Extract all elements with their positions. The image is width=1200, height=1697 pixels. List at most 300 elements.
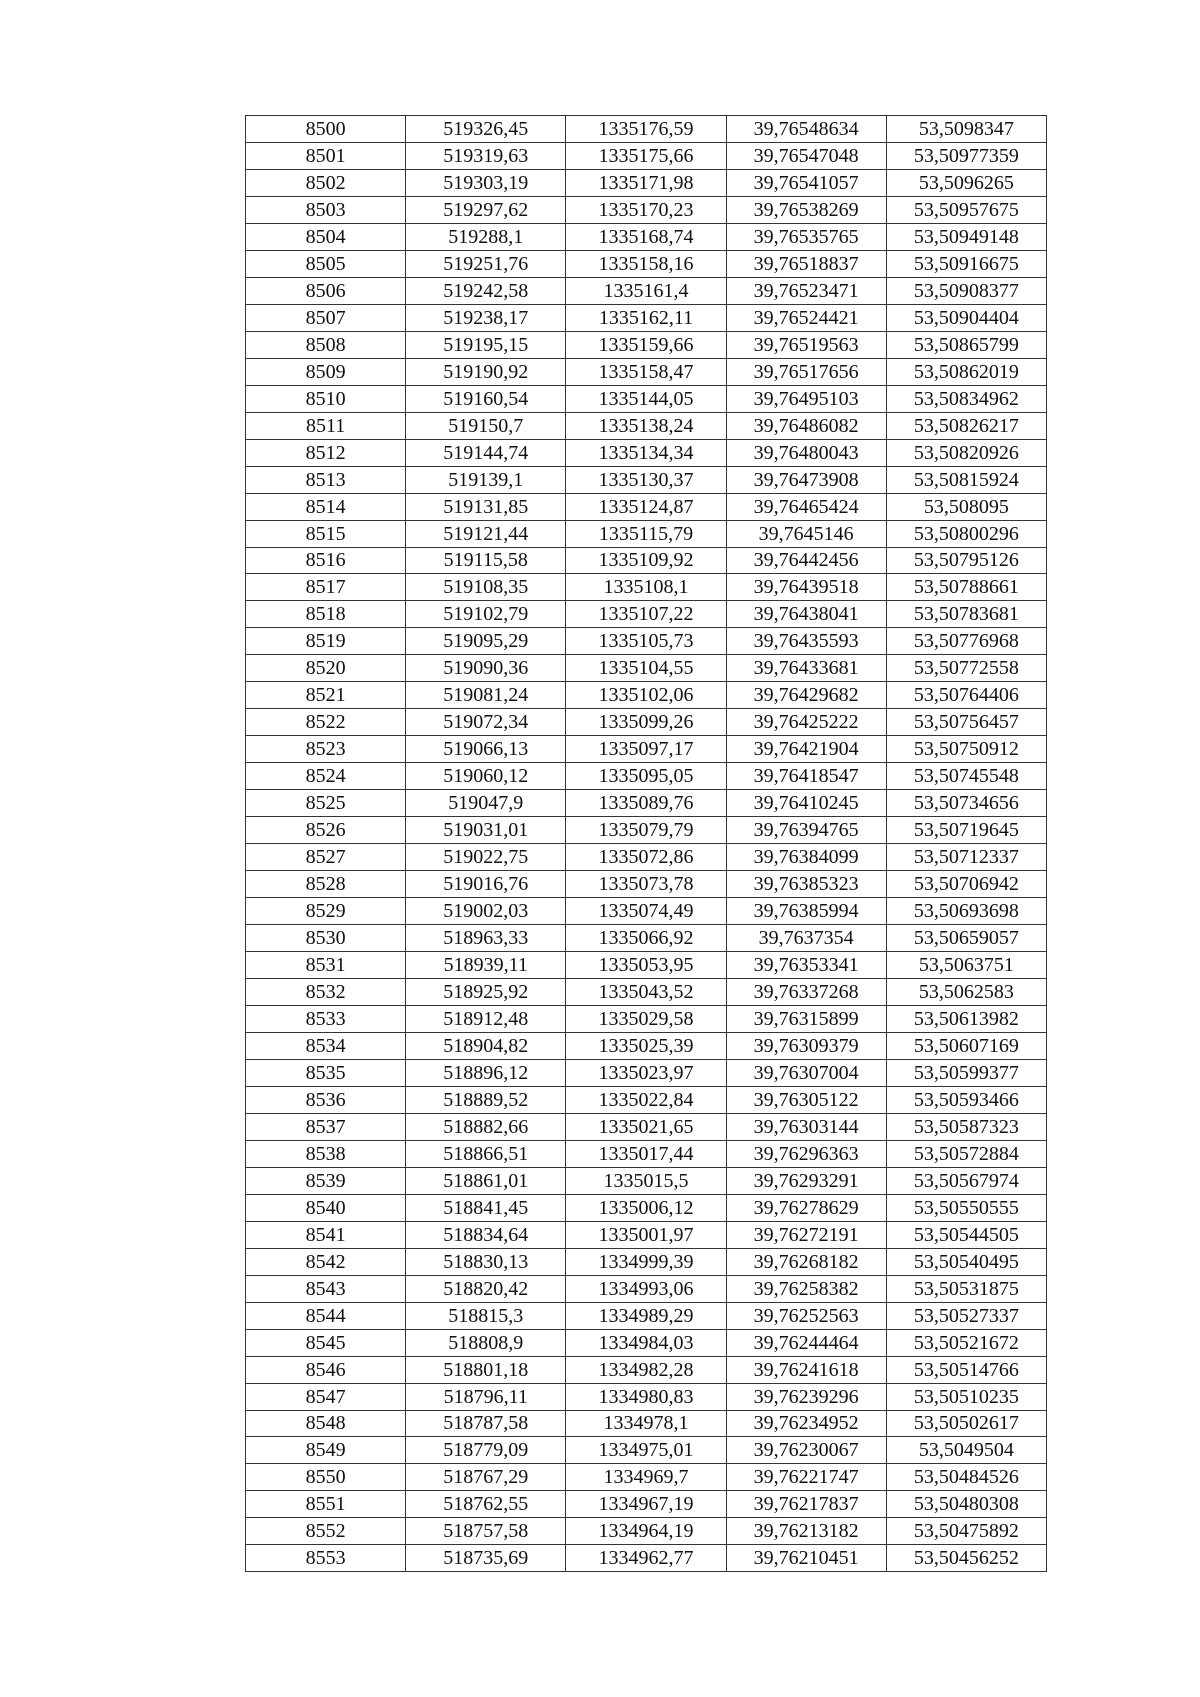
x-coordinate-cell: 519303,19 <box>406 169 566 196</box>
longitude-cell: 39,76439518 <box>726 574 886 601</box>
y-coordinate-cell: 1335130,37 <box>566 466 726 493</box>
longitude-cell: 39,76217837 <box>726 1491 886 1518</box>
latitude-cell: 53,50712337 <box>886 844 1046 871</box>
point-number-cell: 8508 <box>246 331 406 358</box>
x-coordinate-cell: 518841,45 <box>406 1194 566 1221</box>
y-coordinate-cell: 1334999,39 <box>566 1248 726 1275</box>
point-number-cell: 8547 <box>246 1383 406 1410</box>
table-row <box>246 1356 1047 1383</box>
longitude-cell: 39,76241618 <box>726 1356 886 1383</box>
point-number-cell: 8541 <box>246 1221 406 1248</box>
longitude-cell: 39,76429682 <box>726 682 886 709</box>
y-coordinate-cell: 1334993,06 <box>566 1275 726 1302</box>
latitude-cell: 53,50693698 <box>886 898 1046 925</box>
x-coordinate-cell: 518904,82 <box>406 1032 566 1059</box>
longitude-cell: 39,76305122 <box>726 1086 886 1113</box>
latitude-cell: 53,50550555 <box>886 1194 1046 1221</box>
coordinates-table <box>245 115 1047 1572</box>
longitude-cell: 39,76384099 <box>726 844 886 871</box>
point-number-cell: 8518 <box>246 601 406 628</box>
point-number-cell: 8516 <box>246 547 406 574</box>
point-number-cell: 8533 <box>246 1005 406 1032</box>
longitude-cell: 39,76524421 <box>726 304 886 331</box>
point-number-cell: 8528 <box>246 871 406 898</box>
latitude-cell: 53,50719645 <box>886 817 1046 844</box>
longitude-cell: 39,76410245 <box>726 790 886 817</box>
x-coordinate-cell: 518815,3 <box>406 1302 566 1329</box>
point-number-cell: 8545 <box>246 1329 406 1356</box>
x-coordinate-cell: 519195,15 <box>406 331 566 358</box>
point-number-cell: 8536 <box>246 1086 406 1113</box>
latitude-cell: 53,508095 <box>886 493 1046 520</box>
x-coordinate-cell: 519251,76 <box>406 250 566 277</box>
longitude-cell: 39,76296363 <box>726 1140 886 1167</box>
latitude-cell: 53,50756457 <box>886 709 1046 736</box>
x-coordinate-cell: 518939,11 <box>406 952 566 979</box>
x-coordinate-cell: 519288,1 <box>406 223 566 250</box>
point-number-cell: 8542 <box>246 1248 406 1275</box>
table-row <box>246 1329 1047 1356</box>
latitude-cell: 53,50865799 <box>886 331 1046 358</box>
longitude-cell: 39,76234952 <box>726 1410 886 1437</box>
table-row <box>246 628 1047 655</box>
point-number-cell: 8531 <box>246 952 406 979</box>
x-coordinate-cell: 519242,58 <box>406 277 566 304</box>
y-coordinate-cell: 1335138,24 <box>566 412 726 439</box>
table-row <box>246 844 1047 871</box>
longitude-cell: 39,76213182 <box>726 1518 886 1545</box>
point-number-cell: 8527 <box>246 844 406 871</box>
x-coordinate-cell: 519121,44 <box>406 520 566 547</box>
y-coordinate-cell: 1335108,1 <box>566 574 726 601</box>
point-number-cell: 8539 <box>246 1167 406 1194</box>
table-row <box>246 709 1047 736</box>
y-coordinate-cell: 1335072,86 <box>566 844 726 871</box>
longitude-cell: 39,76303144 <box>726 1113 886 1140</box>
table-row <box>246 655 1047 682</box>
y-coordinate-cell: 1335158,16 <box>566 250 726 277</box>
x-coordinate-cell: 518912,48 <box>406 1005 566 1032</box>
point-number-cell: 8522 <box>246 709 406 736</box>
point-number-cell: 8512 <box>246 439 406 466</box>
latitude-cell: 53,50599377 <box>886 1059 1046 1086</box>
point-number-cell: 8523 <box>246 736 406 763</box>
table-row <box>246 1302 1047 1329</box>
longitude-cell: 39,76473908 <box>726 466 886 493</box>
latitude-cell: 53,50593466 <box>886 1086 1046 1113</box>
x-coordinate-cell: 518787,58 <box>406 1410 566 1437</box>
longitude-cell: 39,76418547 <box>726 763 886 790</box>
latitude-cell: 53,50521672 <box>886 1329 1046 1356</box>
table-row <box>246 1086 1047 1113</box>
y-coordinate-cell: 1335115,79 <box>566 520 726 547</box>
y-coordinate-cell: 1335066,92 <box>566 925 726 952</box>
y-coordinate-cell: 1335175,66 <box>566 142 726 169</box>
longitude-cell: 39,76385994 <box>726 898 886 925</box>
x-coordinate-cell: 518963,33 <box>406 925 566 952</box>
point-number-cell: 8514 <box>246 493 406 520</box>
x-coordinate-cell: 518866,51 <box>406 1140 566 1167</box>
y-coordinate-cell: 1334969,7 <box>566 1464 726 1491</box>
latitude-cell: 53,50788661 <box>886 574 1046 601</box>
table-row <box>246 385 1047 412</box>
x-coordinate-cell: 518808,9 <box>406 1329 566 1356</box>
table-row <box>246 817 1047 844</box>
table-row <box>246 116 1047 143</box>
latitude-cell: 53,50502617 <box>886 1410 1046 1437</box>
latitude-cell: 53,5049504 <box>886 1437 1046 1464</box>
longitude-cell: 39,76252563 <box>726 1302 886 1329</box>
longitude-cell: 39,76315899 <box>726 1005 886 1032</box>
longitude-cell: 39,76337268 <box>726 979 886 1006</box>
y-coordinate-cell: 1335124,87 <box>566 493 726 520</box>
table-row <box>246 277 1047 304</box>
x-coordinate-cell: 518834,64 <box>406 1221 566 1248</box>
latitude-cell: 53,50706942 <box>886 871 1046 898</box>
latitude-cell: 53,50613982 <box>886 1005 1046 1032</box>
latitude-cell: 53,50475892 <box>886 1518 1046 1545</box>
y-coordinate-cell: 1335073,78 <box>566 871 726 898</box>
table-row <box>246 1383 1047 1410</box>
y-coordinate-cell: 1334964,19 <box>566 1518 726 1545</box>
y-coordinate-cell: 1335089,76 <box>566 790 726 817</box>
y-coordinate-cell: 1335097,17 <box>566 736 726 763</box>
x-coordinate-cell: 519297,62 <box>406 196 566 223</box>
latitude-cell: 53,50531875 <box>886 1275 1046 1302</box>
longitude-cell: 39,76519563 <box>726 331 886 358</box>
longitude-cell: 39,76541057 <box>726 169 886 196</box>
latitude-cell: 53,50783681 <box>886 601 1046 628</box>
x-coordinate-cell: 518735,69 <box>406 1545 566 1572</box>
point-number-cell: 8515 <box>246 520 406 547</box>
y-coordinate-cell: 1334989,29 <box>566 1302 726 1329</box>
latitude-cell: 53,50456252 <box>886 1545 1046 1572</box>
longitude-cell: 39,76538269 <box>726 196 886 223</box>
table-row <box>246 1518 1047 1545</box>
x-coordinate-cell: 518830,13 <box>406 1248 566 1275</box>
x-coordinate-cell: 518779,09 <box>406 1437 566 1464</box>
longitude-cell: 39,76244464 <box>726 1329 886 1356</box>
point-number-cell: 8544 <box>246 1302 406 1329</box>
latitude-cell: 53,50826217 <box>886 412 1046 439</box>
y-coordinate-cell: 1335095,05 <box>566 763 726 790</box>
x-coordinate-cell: 519160,54 <box>406 385 566 412</box>
x-coordinate-cell: 519072,34 <box>406 709 566 736</box>
x-coordinate-cell: 519031,01 <box>406 817 566 844</box>
x-coordinate-cell: 519095,29 <box>406 628 566 655</box>
point-number-cell: 8504 <box>246 223 406 250</box>
longitude-cell: 39,76486082 <box>726 412 886 439</box>
latitude-cell: 53,50567974 <box>886 1167 1046 1194</box>
y-coordinate-cell: 1335104,55 <box>566 655 726 682</box>
x-coordinate-cell: 519102,79 <box>406 601 566 628</box>
table-row <box>246 331 1047 358</box>
x-coordinate-cell: 518767,29 <box>406 1464 566 1491</box>
x-coordinate-cell: 519326,45 <box>406 116 566 143</box>
x-coordinate-cell: 519190,92 <box>406 358 566 385</box>
x-coordinate-cell: 518801,18 <box>406 1356 566 1383</box>
point-number-cell: 8540 <box>246 1194 406 1221</box>
longitude-cell: 39,76268182 <box>726 1248 886 1275</box>
table-row <box>246 250 1047 277</box>
longitude-cell: 39,76394765 <box>726 817 886 844</box>
x-coordinate-cell: 519022,75 <box>406 844 566 871</box>
x-coordinate-cell: 518796,11 <box>406 1383 566 1410</box>
latitude-cell: 53,50916675 <box>886 250 1046 277</box>
point-number-cell: 8517 <box>246 574 406 601</box>
point-number-cell: 8503 <box>246 196 406 223</box>
table-row <box>246 223 1047 250</box>
x-coordinate-cell: 518889,52 <box>406 1086 566 1113</box>
table-row <box>246 871 1047 898</box>
longitude-cell: 39,76517656 <box>726 358 886 385</box>
latitude-cell: 53,50527337 <box>886 1302 1046 1329</box>
point-number-cell: 8546 <box>246 1356 406 1383</box>
y-coordinate-cell: 1335162,11 <box>566 304 726 331</box>
latitude-cell: 53,50834962 <box>886 385 1046 412</box>
x-coordinate-cell: 519060,12 <box>406 763 566 790</box>
point-number-cell: 8543 <box>246 1275 406 1302</box>
latitude-cell: 53,50908377 <box>886 277 1046 304</box>
point-number-cell: 8506 <box>246 277 406 304</box>
table-row <box>246 412 1047 439</box>
longitude-cell: 39,76535765 <box>726 223 886 250</box>
latitude-cell: 53,50514766 <box>886 1356 1046 1383</box>
point-number-cell: 8551 <box>246 1491 406 1518</box>
point-number-cell: 8537 <box>246 1113 406 1140</box>
table-row <box>246 1167 1047 1194</box>
y-coordinate-cell: 1334962,77 <box>566 1545 726 1572</box>
y-coordinate-cell: 1335170,23 <box>566 196 726 223</box>
point-number-cell: 8509 <box>246 358 406 385</box>
x-coordinate-cell: 518861,01 <box>406 1167 566 1194</box>
y-coordinate-cell: 1334975,01 <box>566 1437 726 1464</box>
latitude-cell: 53,5098347 <box>886 116 1046 143</box>
y-coordinate-cell: 1335105,73 <box>566 628 726 655</box>
longitude-cell: 39,76523471 <box>726 277 886 304</box>
longitude-cell: 39,76309379 <box>726 1032 886 1059</box>
longitude-cell: 39,76239296 <box>726 1383 886 1410</box>
point-number-cell: 8519 <box>246 628 406 655</box>
table-row <box>246 1410 1047 1437</box>
latitude-cell: 53,50510235 <box>886 1383 1046 1410</box>
y-coordinate-cell: 1335109,92 <box>566 547 726 574</box>
x-coordinate-cell: 519108,35 <box>406 574 566 601</box>
point-number-cell: 8510 <box>246 385 406 412</box>
y-coordinate-cell: 1335176,59 <box>566 116 726 143</box>
latitude-cell: 53,50750912 <box>886 736 1046 763</box>
x-coordinate-cell: 519144,74 <box>406 439 566 466</box>
y-coordinate-cell: 1335023,97 <box>566 1059 726 1086</box>
y-coordinate-cell: 1335099,26 <box>566 709 726 736</box>
longitude-cell: 39,7637354 <box>726 925 886 952</box>
longitude-cell: 39,76421904 <box>726 736 886 763</box>
y-coordinate-cell: 1335001,97 <box>566 1221 726 1248</box>
x-coordinate-cell: 518896,12 <box>406 1059 566 1086</box>
point-number-cell: 8500 <box>246 116 406 143</box>
table-row <box>246 1491 1047 1518</box>
point-number-cell: 8538 <box>246 1140 406 1167</box>
latitude-cell: 53,50815924 <box>886 466 1046 493</box>
longitude-cell: 39,76547048 <box>726 142 886 169</box>
point-number-cell: 8548 <box>246 1410 406 1437</box>
x-coordinate-cell: 519139,1 <box>406 466 566 493</box>
table-row <box>246 601 1047 628</box>
point-number-cell: 8502 <box>246 169 406 196</box>
table-row <box>246 358 1047 385</box>
table-row <box>246 1464 1047 1491</box>
latitude-cell: 53,50795126 <box>886 547 1046 574</box>
table-row <box>246 952 1047 979</box>
y-coordinate-cell: 1335017,44 <box>566 1140 726 1167</box>
y-coordinate-cell: 1335159,66 <box>566 331 726 358</box>
x-coordinate-cell: 519066,13 <box>406 736 566 763</box>
y-coordinate-cell: 1335134,34 <box>566 439 726 466</box>
x-coordinate-cell: 519115,58 <box>406 547 566 574</box>
point-number-cell: 8535 <box>246 1059 406 1086</box>
x-coordinate-cell: 519238,17 <box>406 304 566 331</box>
table-row <box>246 979 1047 1006</box>
point-number-cell: 8550 <box>246 1464 406 1491</box>
y-coordinate-cell: 1335021,65 <box>566 1113 726 1140</box>
latitude-cell: 53,5096265 <box>886 169 1046 196</box>
y-coordinate-cell: 1334982,28 <box>566 1356 726 1383</box>
y-coordinate-cell: 1335161,4 <box>566 277 726 304</box>
table-row <box>246 1113 1047 1140</box>
table-row <box>246 736 1047 763</box>
y-coordinate-cell: 1335074,49 <box>566 898 726 925</box>
table-row <box>246 142 1047 169</box>
y-coordinate-cell: 1335025,39 <box>566 1032 726 1059</box>
point-number-cell: 8513 <box>246 466 406 493</box>
table-row <box>246 1248 1047 1275</box>
y-coordinate-cell: 1335006,12 <box>566 1194 726 1221</box>
y-coordinate-cell: 1335171,98 <box>566 169 726 196</box>
table-row <box>246 574 1047 601</box>
latitude-cell: 53,50862019 <box>886 358 1046 385</box>
latitude-cell: 53,50480308 <box>886 1491 1046 1518</box>
longitude-cell: 39,76433681 <box>726 655 886 682</box>
x-coordinate-cell: 519090,36 <box>406 655 566 682</box>
point-number-cell: 8511 <box>246 412 406 439</box>
y-coordinate-cell: 1335144,05 <box>566 385 726 412</box>
table-row <box>246 763 1047 790</box>
table-row <box>246 1194 1047 1221</box>
point-number-cell: 8549 <box>246 1437 406 1464</box>
latitude-cell: 53,50659057 <box>886 925 1046 952</box>
longitude-cell: 39,76385323 <box>726 871 886 898</box>
point-number-cell: 8520 <box>246 655 406 682</box>
table-row <box>246 1545 1047 1572</box>
x-coordinate-cell: 519150,7 <box>406 412 566 439</box>
longitude-cell: 39,76548634 <box>726 116 886 143</box>
x-coordinate-cell: 519319,63 <box>406 142 566 169</box>
y-coordinate-cell: 1335022,84 <box>566 1086 726 1113</box>
y-coordinate-cell: 1334967,19 <box>566 1491 726 1518</box>
y-coordinate-cell: 1335029,58 <box>566 1005 726 1032</box>
latitude-cell: 53,5062583 <box>886 979 1046 1006</box>
y-coordinate-cell: 1335079,79 <box>566 817 726 844</box>
longitude-cell: 39,76293291 <box>726 1167 886 1194</box>
latitude-cell: 53,50484526 <box>886 1464 1046 1491</box>
latitude-cell: 53,50776968 <box>886 628 1046 655</box>
point-number-cell: 8525 <box>246 790 406 817</box>
x-coordinate-cell: 518925,92 <box>406 979 566 1006</box>
longitude-cell: 39,76230067 <box>726 1437 886 1464</box>
latitude-cell: 53,50772558 <box>886 655 1046 682</box>
y-coordinate-cell: 1335107,22 <box>566 601 726 628</box>
latitude-cell: 53,50544505 <box>886 1221 1046 1248</box>
y-coordinate-cell: 1335043,52 <box>566 979 726 1006</box>
point-number-cell: 8507 <box>246 304 406 331</box>
x-coordinate-cell: 519131,85 <box>406 493 566 520</box>
latitude-cell: 53,50587323 <box>886 1113 1046 1140</box>
y-coordinate-cell: 1335102,06 <box>566 682 726 709</box>
latitude-cell: 53,50949148 <box>886 223 1046 250</box>
table-row <box>246 1221 1047 1248</box>
latitude-cell: 53,50977359 <box>886 142 1046 169</box>
point-number-cell: 8521 <box>246 682 406 709</box>
table-row <box>246 493 1047 520</box>
latitude-cell: 53,50572884 <box>886 1140 1046 1167</box>
longitude-cell: 39,76272191 <box>726 1221 886 1248</box>
longitude-cell: 39,76435593 <box>726 628 886 655</box>
table-row <box>246 1275 1047 1302</box>
point-number-cell: 8526 <box>246 817 406 844</box>
x-coordinate-cell: 518762,55 <box>406 1491 566 1518</box>
longitude-cell: 39,76465424 <box>726 493 886 520</box>
coordinates-table-body <box>246 116 1047 1572</box>
latitude-cell: 53,50607169 <box>886 1032 1046 1059</box>
point-number-cell: 8529 <box>246 898 406 925</box>
table-row <box>246 898 1047 925</box>
latitude-cell: 53,50957675 <box>886 196 1046 223</box>
longitude-cell: 39,76480043 <box>726 439 886 466</box>
x-coordinate-cell: 518882,66 <box>406 1113 566 1140</box>
x-coordinate-cell: 519016,76 <box>406 871 566 898</box>
longitude-cell: 39,76210451 <box>726 1545 886 1572</box>
table-row <box>246 1059 1047 1086</box>
table-row <box>246 1032 1047 1059</box>
y-coordinate-cell: 1335015,5 <box>566 1167 726 1194</box>
latitude-cell: 53,50820926 <box>886 439 1046 466</box>
longitude-cell: 39,7645146 <box>726 520 886 547</box>
longitude-cell: 39,76438041 <box>726 601 886 628</box>
point-number-cell: 8553 <box>246 1545 406 1572</box>
x-coordinate-cell: 518757,58 <box>406 1518 566 1545</box>
x-coordinate-cell: 518820,42 <box>406 1275 566 1302</box>
table-row <box>246 520 1047 547</box>
table-row <box>246 466 1047 493</box>
point-number-cell: 8552 <box>246 1518 406 1545</box>
point-number-cell: 8524 <box>246 763 406 790</box>
table-row <box>246 1005 1047 1032</box>
y-coordinate-cell: 1334978,1 <box>566 1410 726 1437</box>
table-row <box>246 439 1047 466</box>
x-coordinate-cell: 519047,9 <box>406 790 566 817</box>
latitude-cell: 53,50904404 <box>886 304 1046 331</box>
latitude-cell: 53,50734656 <box>886 790 1046 817</box>
longitude-cell: 39,76495103 <box>726 385 886 412</box>
latitude-cell: 53,5063751 <box>886 952 1046 979</box>
point-number-cell: 8534 <box>246 1032 406 1059</box>
y-coordinate-cell: 1335053,95 <box>566 952 726 979</box>
table-row <box>246 925 1047 952</box>
longitude-cell: 39,76425222 <box>726 709 886 736</box>
point-number-cell: 8505 <box>246 250 406 277</box>
table-row <box>246 304 1047 331</box>
table-row <box>246 196 1047 223</box>
